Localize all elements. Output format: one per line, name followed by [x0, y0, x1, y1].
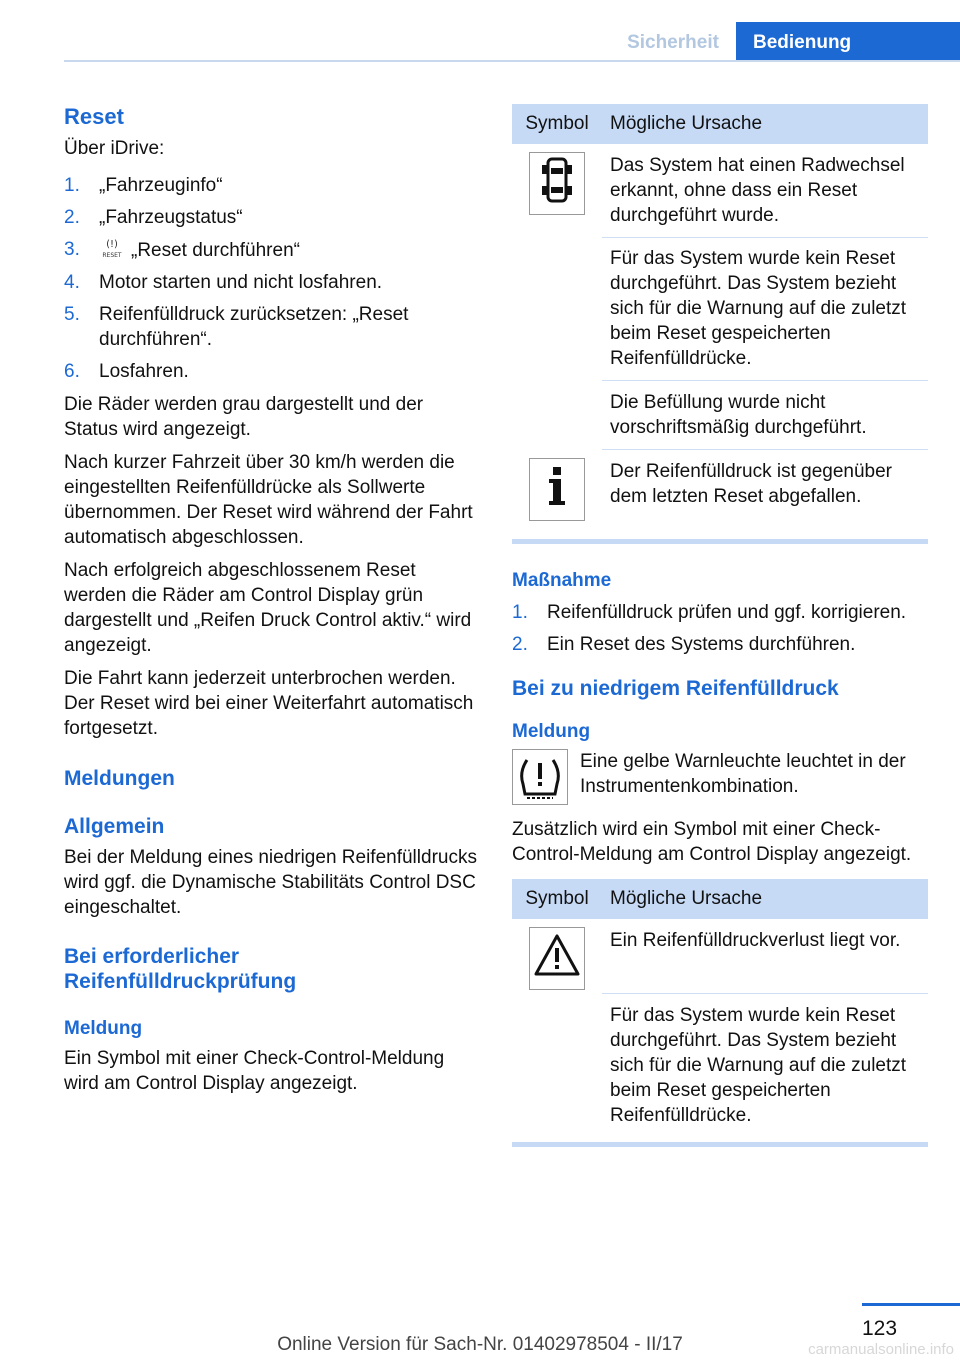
col-header-cause: Mögliche Ursache: [602, 104, 928, 144]
left-column: [64, 104, 480, 1096]
list-item: 1. Reifenfülldruck prüfen und ggf. korrigieren.: [512, 602, 907, 623]
warning-row: [512, 749, 928, 805]
list-item: 2. Ein Reset des Systems durchführen.: [512, 634, 856, 655]
cause-text: Für das System wurde kein Reset durchgeführt. Das System bezieht sich für die Warnung auf die zuletzt beim Reset gespeicherten Reifenfülldrücke.: [602, 238, 928, 381]
info-icon: [529, 458, 585, 521]
allgemein-heading: Allgemein: [64, 815, 165, 838]
online-version-footer: Online Version für Sach-Nr. 01402978504 - II/17: [277, 1334, 683, 1355]
cause-text: Der Reifenfülldruck ist gegenüber dem letzten Reset abgefallen.: [610, 461, 892, 507]
list-item: 3. (!) RESET „Reset durchführen“: [64, 239, 300, 261]
cause-text: Für das System wurde kein Reset durchgeführt. Das System bezieht sich für die Warnung auf die zuletzt beim Reset gespeicherten Reifenfülldrücke.: [610, 1005, 907, 1126]
list-item: 5. Reifenfülldruck zurücksetzen: „Reset durchführen“.: [64, 304, 409, 350]
header-rule: [64, 60, 960, 62]
watermark: carmanualsonline.info: [808, 1341, 954, 1358]
col-header-symbol: Symbol: [512, 879, 602, 919]
table-end-rule: [512, 539, 928, 544]
meldung-heading-right: Meldung: [512, 721, 591, 742]
reset-steps: [64, 173, 480, 384]
list-item: 4. Motor starten und nicht losfahren.: [64, 272, 383, 293]
page-number-rule: [862, 1303, 960, 1306]
meldungen-heading: Meldungen: [64, 767, 175, 790]
massnahme-steps: [512, 600, 928, 657]
right-column: [512, 104, 928, 1147]
paragraph: Nach erfolgreich abgeschlossenem Reset werden die Räder am Control Display grün dargestellt und „Reifen Druck Control aktiv.“ wird angezeigt.: [64, 560, 472, 656]
table-row: [512, 450, 928, 540]
list-item: 2. „Fahrzeugstatus“: [64, 207, 243, 228]
list-item: 1. „Fahrzeuginfo“: [64, 175, 223, 196]
cause-text: Die Befüllung wurde nicht vorschriftsmäßig durchgeführt.: [602, 381, 928, 450]
tab-sicherheit[interactable]: Sicherheit: [627, 32, 719, 53]
low-pressure-heading: Bei zu niedrigem Reifenfülldruck: [512, 677, 839, 700]
meldung-heading: Meldung: [64, 1018, 143, 1039]
tire-pressure-warning-icon: [512, 749, 568, 805]
list-item: 6. Losfahren.: [64, 361, 189, 382]
table-row: [512, 144, 928, 238]
massnahme-heading: Maßnahme: [512, 570, 612, 591]
zusatz-text: Zusätzlich wird ein Symbol mit einer Check-Control-Meldung am Control Display angezeigt.: [512, 819, 912, 865]
erforderlich-heading: Bei erforderlicher Reifenfülldruckprüfung: [64, 945, 297, 993]
car-tires-icon: [529, 152, 585, 215]
paragraph: Die Fahrt kann jederzeit unterbrochen werden. Der Reset wird bei einer Weiterfahrt automatisch fortgesetzt.: [64, 668, 474, 739]
svg-text:RESET: RESET: [102, 252, 122, 259]
warn-text: Eine gelbe Warnleuchte leuchtet in der Instrumentenkombination.: [580, 751, 906, 797]
paragraph: Nach kurzer Fahrzeit über 30 km/h werden die eingestellten Reifenfülldrücke als Sollwerte übernommen. Der Reset wird während der Fahrt automatisch abgeschlossen.: [64, 452, 473, 548]
table-row: [512, 919, 928, 994]
svg-text:(!): (!): [106, 239, 118, 250]
symbol-table-1: [512, 104, 928, 539]
col-header-symbol: Symbol: [512, 104, 602, 144]
symbol-table-2: [512, 879, 928, 1142]
cause-text: Ein Reifenfülldruckverlust liegt vor.: [602, 919, 928, 994]
page-number: 123: [862, 1317, 898, 1340]
tab-bedienung[interactable]: Bedienung: [736, 22, 960, 60]
col-header-cause: Mögliche Ursache: [602, 879, 928, 919]
reset-icon: [99, 237, 125, 259]
paragraph: Die Räder werden grau dargestellt und der Status wird angezeigt.: [64, 394, 424, 440]
reset-intro: Über iDrive:: [64, 138, 165, 159]
table-end-rule: [512, 1142, 928, 1147]
reset-heading: Reset: [64, 104, 124, 129]
cause-text: Das System hat einen Radwechsel erkannt, ohne dass ein Reset durchgeführt wurde.: [602, 144, 928, 238]
meldung-text: Ein Symbol mit einer Check-Control-Meldung wird am Control Display angezeigt.: [64, 1048, 445, 1094]
allgemein-text: Bei der Meldung eines niedrigen Reifenfülldrucks wird ggf. die Dynamische Stabilitäts Control DSC eingeschaltet.: [64, 847, 477, 918]
warning-triangle-icon: [529, 927, 585, 990]
